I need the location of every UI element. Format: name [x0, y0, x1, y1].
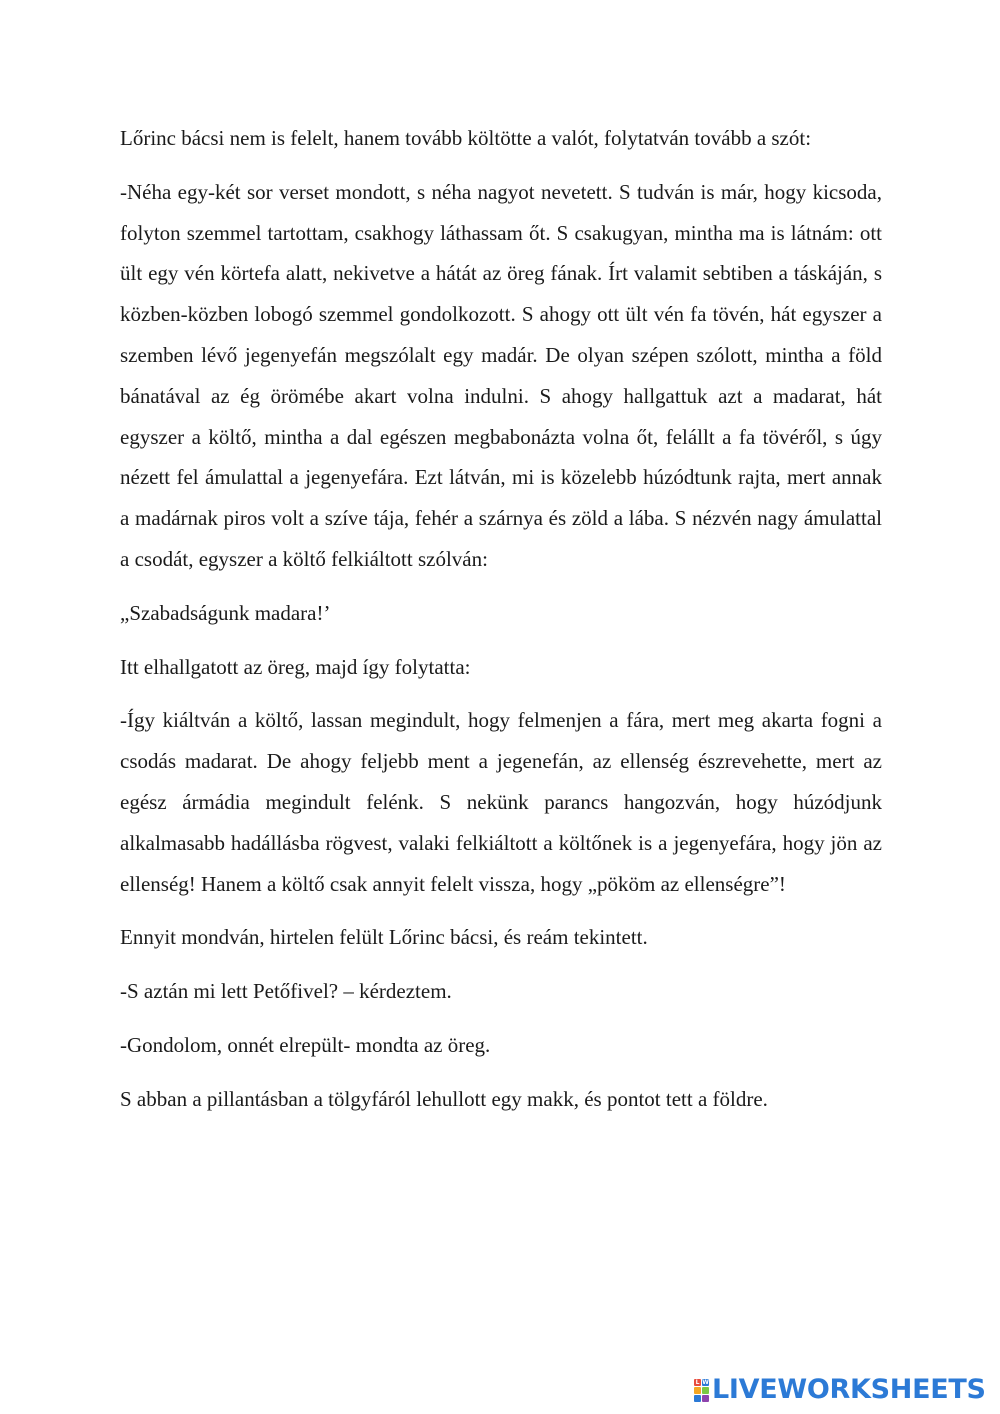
logo-square-4: [702, 1387, 709, 1394]
paragraph-1: Lőrinc bácsi nem is felelt, hanem tovább költötte a valót, folytatván tovább a szót:: [120, 126, 812, 150]
paragraph-4: Itt elhallgatott az öreg, majd így folytatta:: [120, 654, 471, 679]
logo-square-5: [694, 1395, 701, 1402]
paragraph-6: Ennyit mondván, hirtelen felült Lőrinc bácsi, és reám tekintett.: [120, 925, 648, 950]
paragraph-3: „Szabadságunk madara!’: [120, 600, 331, 625]
logo-mark-icon: [694, 1379, 709, 1402]
liveworksheets-logo: [694, 1372, 986, 1408]
paragraph-9: S abban a pillantásban a tölgyfáról lehullott egy makk, és pontot tett a földre.: [120, 1086, 768, 1111]
logo-square-6: [702, 1395, 709, 1402]
story-text: [120, 118, 882, 1133]
logo-text: LIVEWORKSHEETS: [712, 1374, 986, 1405]
logo-square-2: W: [702, 1378, 709, 1386]
paragraph-5: -Így kiáltván a költő, lassan megindult, hogy felmenjen a fára, mert meg akarta fogni a csodás madarat. De ahogy feljebb ment a jegenefán, az ellenség észrevehette, mert az egész ármádia megindult felénk. S nekünk parancs hangozván, hogy húzódjunk alkalmasabb hadállásba rögvest, valaki felkiáltott a költőnek is a jegenyefára, hogy jön az ellenség! Hanem a költő csak annyit felelt vissza, hogy „pököm az ellenségre”!: [120, 708, 882, 896]
logo-square-3: [694, 1387, 701, 1394]
paragraph-7: -S aztán mi lett Petőfivel? – kérdeztem.: [120, 979, 452, 1004]
paragraph-8: -Gondolom, onnét elrepült- mondta az öreg.: [120, 1032, 491, 1057]
logo-square-1: L: [695, 1378, 700, 1386]
paragraph-2: -Néha egy-két sor verset mondott, s néha nagyot nevetett. S tudván is már, hogy kicsoda, folyton szemmel tartottam, csakhogy láthassam őt. S csakugyan, mintha ma is látnám: ott ült egy vén körtefa alatt, nekivetve a hátát az öreg fának. Írt valamit sebtiben a táskáján, s közben-közben lobogó szemmel gondolkozott. S ahogy ott ült vén fa tövén, hát egyszer a szemben lévő jegenyefán megszólalt egy madár. De olyan szépen szólott, mintha a föld bánatával az ég örömébe akart volna indulni. S ahogy hallgattuk azt a madarat, hát egyszer a költő, mintha a dal egészen megbabonázta volna őt, felállt a fa tövéről, s úgy nézett fel ámulattal a jegenyefára. Ezt látván, mi is közelebb húzódtunk rajta, mert annak a madárnak piros volt a szíve tája, fehér a szárnya és zöld a lába. S nézvén nagy ámulattal a csodát, egyszer a költő felkiáltott szólván:: [120, 179, 882, 571]
